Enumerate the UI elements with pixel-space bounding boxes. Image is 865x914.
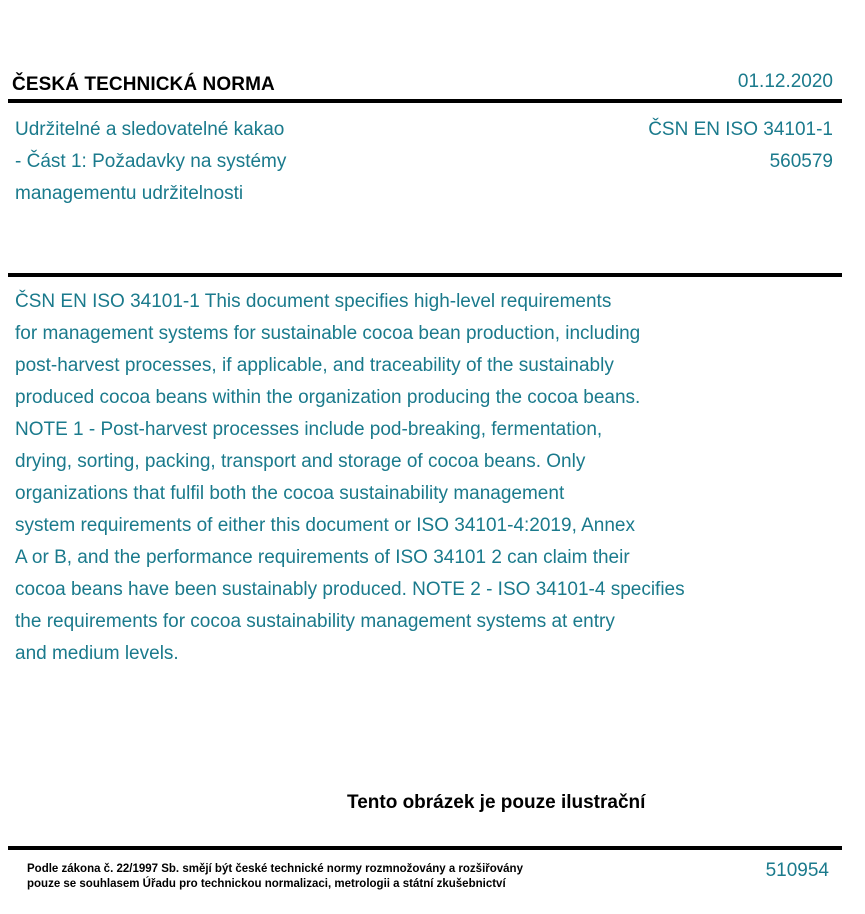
standard-identifiers [648,114,833,178]
abstract-line: NOTE 1 - Post-harvest processes include pod-breaking, fermentation, [15,419,603,440]
document-number: 510954 [765,860,829,881]
abstract-line: ČSN EN ISO 34101-1 This document specifies high-level requirements [15,291,612,312]
document-header-title: ČESKÁ TECHNICKÁ NORMA [12,74,275,95]
standard-title-line: Udržitelné a sledovatelné kakao [15,119,285,140]
classification-code: 560579 [769,151,833,172]
header-divider [8,99,842,103]
legal-notice-line: Podle zákona č. 22/1997 Sb. smějí být české technické normy rozmnožovány a rozšiřovány [27,863,523,875]
abstract-line: organizations that fulfil both the cocoa sustainability management [15,483,565,504]
publication-date: 01.12.2020 [737,71,833,92]
abstract-line: A or B, and the performance requirements of ISO 34101 2 can claim their [15,547,630,568]
abstract-line: cocoa beans have been sustainably produced. NOTE 2 - ISO 34101-4 specifies [15,579,685,600]
footer-divider [8,846,842,850]
section-divider [8,273,842,277]
abstract-line: for management systems for sustainable cocoa bean production, including [15,323,641,344]
legal-notice [27,862,523,892]
abstract-line: and medium levels. [15,643,179,664]
abstract-line: post-harvest processes, if applicable, and traceability of the sustainably [15,355,614,376]
abstract-line: system requirements of either this document or ISO 34101-4:2019, Annex [15,515,635,536]
abstract-text [15,286,805,670]
standard-title [15,114,375,210]
standard-title-line: managementu udržitelnosti [15,183,244,204]
standard-title-line: - Část 1: Požadavky na systémy [15,151,287,172]
abstract-line: the requirements for cocoa sustainability management systems at entry [15,611,615,632]
illustrative-notice: Tento obrázek je pouze ilustrační [347,792,646,813]
abstract-line: drying, sorting, packing, transport and storage of cocoa beans. Only [15,451,586,472]
abstract-line: produced cocoa beans within the organization producing the cocoa beans. [15,387,641,408]
legal-notice-line: pouze se souhlasem Úřadu pro technickou normalizaci, metrologii a státní zkušebnictví [27,878,506,890]
standard-designation: ČSN EN ISO 34101-1 [648,119,833,140]
